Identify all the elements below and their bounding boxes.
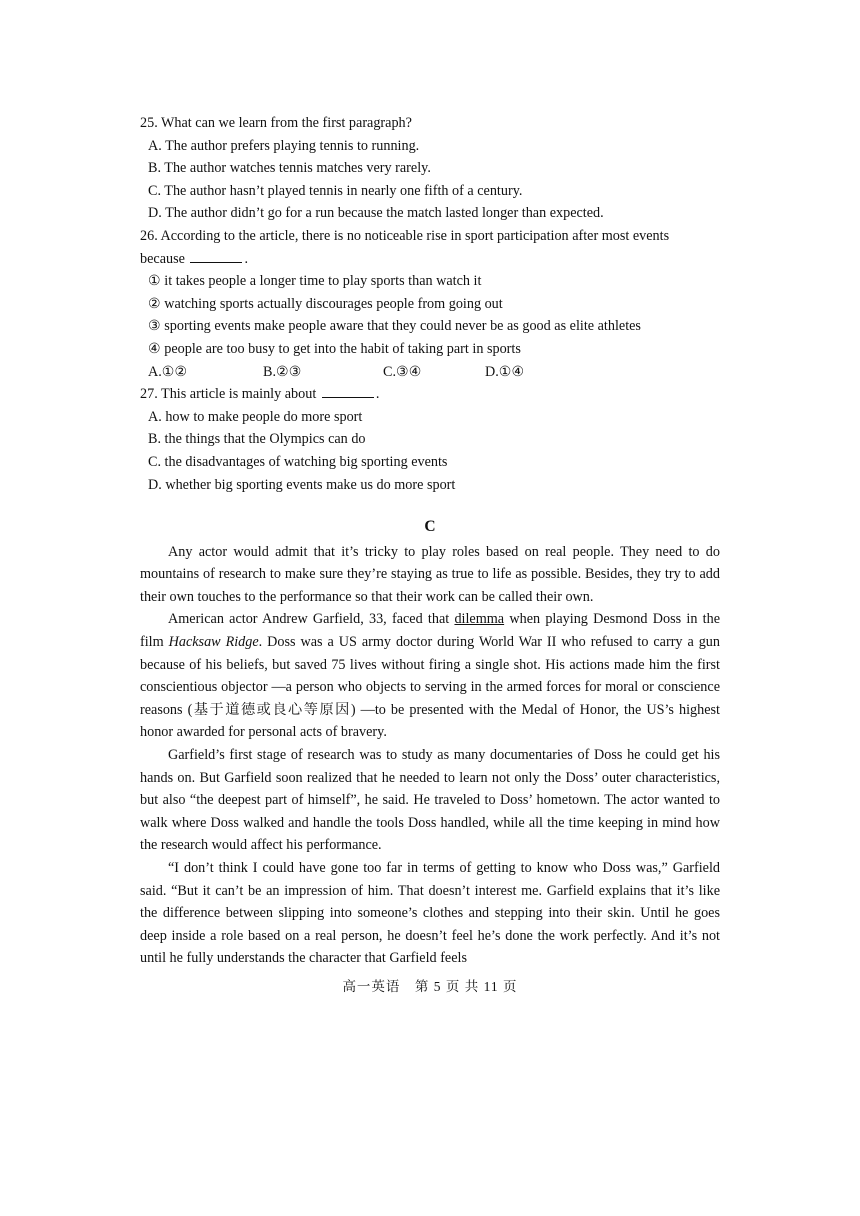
- answer-blank: [322, 383, 374, 398]
- option-c: C. The author hasn’t played tennis in nearly one fifth of a century.: [148, 182, 523, 199]
- choice-b: B.②③: [263, 363, 302, 380]
- section-c: [140, 516, 720, 970]
- option-a: A. The author prefers playing tennis to running.: [148, 137, 420, 154]
- stem-part-2: because: [140, 250, 185, 267]
- question-stem: [140, 383, 720, 406]
- question-26: [140, 225, 720, 383]
- film-title: Hacksaw Ridge: [168, 634, 259, 651]
- option-d: D. The author didn’t go for a run because the match lasted longer than expected.: [148, 205, 604, 222]
- statement-4: ④ people are too busy to get into the habit of taking part in sports: [148, 340, 521, 357]
- choice-c: C.③④: [383, 363, 422, 380]
- page-content: [140, 112, 720, 970]
- stem-end: .: [244, 250, 248, 267]
- stem-text: 27. This article is mainly about: [140, 386, 317, 403]
- choice-row: [148, 361, 720, 384]
- paragraph-2-part-a: American actor Andrew Garfield, 33, faced that: [168, 611, 455, 628]
- paragraph-2-part-c: . Doss was a US army doctor during World War II who refused to carry a gun because of his beliefs, but saved 75 lives without firing a single shot. His actions made him the first conscientious objector —a person who objects to serving in the armed forces for moral or conscience reasons (基于道德或良心等原因) —to be presented with the Medal of Honor, the US’s highest honor awarded for personal acts of bravery.: [140, 634, 720, 741]
- statement-2: ② watching sports actually discourages people from going out: [148, 295, 503, 312]
- option-d: D. whether big sporting events make us do more sport: [148, 476, 456, 493]
- option-c: C. the disadvantages of watching big sporting events: [148, 453, 448, 470]
- choice-d: D.①④: [485, 363, 525, 380]
- option-b: B. the things that the Olympics can do: [148, 431, 366, 448]
- paragraph-2-part-b: when playing Desmond Doss in the film: [140, 611, 720, 651]
- stem-part-1: 26. According to the article, there is no noticeable rise in sport participation after most events: [140, 227, 670, 244]
- option-a: A. how to make people do more sport: [148, 408, 363, 425]
- choice-a: A.①②: [148, 363, 188, 380]
- paragraph-4: “I don’t think I could have gone too far in terms of getting to know who Doss was,” Garfield said. “But it can’t be an impression of him. That doesn’t interest me. Garfield explains that it’s like the difference between slipping into someone’s clothes and stepping into their skin. Until he goes deep inside a role based on a real person, he doesn’t feel he’s done the work perfectly. And it’s not until he fully understands the character that Garfield feels: [140, 860, 720, 967]
- question-stem: 25. What can we learn from the first paragraph?: [140, 115, 412, 131]
- stem-end: .: [375, 386, 380, 403]
- underlined-word: dilemma: [454, 611, 505, 628]
- answer-blank: [190, 248, 242, 263]
- paragraph-1: Any actor would admit that it’s tricky to play roles based on real people. They need to do mountains of research to make sure they’re staying as true to life as possible. Besides, they try to add their own touches to the performance so that their work can be called their own.: [140, 543, 720, 605]
- paragraph-2: [140, 608, 720, 744]
- question-stem: [140, 225, 720, 270]
- statement-1: ① it takes people a longer time to play sports than watch it: [148, 273, 482, 290]
- paragraph-3: Garfield’s first stage of research was to study as many documentaries of Doss he could get his hands on. But Garfield soon realized that he needed to learn not only the Doss’ outer characteristics, but also “the deepest part of himself”, he said. He traveled to Doss’ hometown. The actor wanted to walk where Doss walked and handle the tools Doss handled, while all the time keeping in mind how the research would affect his performance.: [140, 747, 720, 854]
- section-heading: C: [424, 518, 436, 536]
- question-27: [140, 383, 720, 496]
- page-footer: 高一英语 第 5 页 共 11 页: [342, 979, 518, 994]
- option-b: B. The author watches tennis matches very rarely.: [148, 160, 431, 177]
- question-25: [140, 112, 720, 225]
- statement-3: ③ sporting events make people aware that they could never be as good as elite athletes: [148, 318, 641, 335]
